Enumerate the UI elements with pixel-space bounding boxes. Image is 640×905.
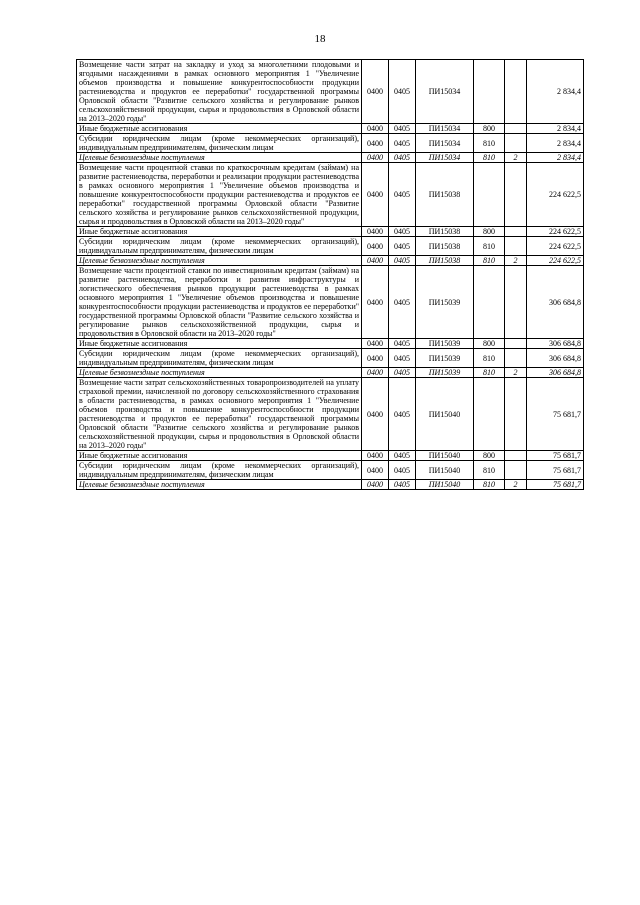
subsection-code: 0405 — [389, 60, 416, 124]
funding-source-code — [505, 451, 527, 461]
expense-type-code: 810 — [474, 349, 505, 368]
section-code: 0400 — [362, 266, 389, 339]
table-row — [77, 153, 584, 163]
expense-type-code — [474, 60, 505, 124]
section-code: 0400 — [362, 227, 389, 237]
funding-source-code — [505, 237, 527, 256]
row-description: Иные бюджетные ассигнования — [77, 339, 362, 349]
target-article-code: ПИ15038 — [416, 163, 474, 227]
amount: 224 622,5 — [527, 237, 584, 256]
row-description: Иные бюджетные ассигнования — [77, 227, 362, 237]
funding-source-code — [505, 124, 527, 134]
amount: 75 681,7 — [527, 451, 584, 461]
expense-type-code: 800 — [474, 339, 505, 349]
budget-table — [76, 59, 584, 490]
subsection-code: 0405 — [389, 153, 416, 163]
section-code: 0400 — [362, 124, 389, 134]
expense-type-code: 810 — [474, 153, 505, 163]
row-description: Субсидии юридическим лицам (кроме некоммерческих организаций), индивидуальным предпринимателям, физическим лицам — [77, 237, 362, 256]
section-code: 0400 — [362, 153, 389, 163]
target-article-code: ПИ15040 — [416, 378, 474, 451]
amount: 75 681,7 — [527, 461, 584, 480]
expense-type-code: 810 — [474, 368, 505, 378]
section-code: 0400 — [362, 256, 389, 266]
amount: 2 834,4 — [527, 134, 584, 153]
page-number: 18 — [314, 33, 326, 45]
funding-source-code — [505, 227, 527, 237]
expense-type-code: 810 — [474, 256, 505, 266]
table-row — [77, 124, 584, 134]
target-article-code: ПИ15039 — [416, 368, 474, 378]
table-row — [77, 480, 584, 490]
subsection-code: 0405 — [389, 227, 416, 237]
table-row — [77, 237, 584, 256]
target-article-code: ПИ15038 — [416, 256, 474, 266]
expense-type-code: 800 — [474, 124, 505, 134]
row-description: Возмещение части процентной ставки по инвестиционным кредитам (займам) на развитие растениеводства, переработки и развития инфраструктуры и логистического обеспечения рынков продукции растениеводства в рамках основного мероприятия 1 "Увеличение объемов производства и повышение конкурентоспособности продукции растениеводства и продуктов ее переработки" государственной программы Орловской области "Развитие сельского хозяйства и регулирование рынков сельскохозяйственной продукции, сырья и продовольствия в Орловской области на 2013–2020 годы" — [77, 266, 362, 339]
section-code: 0400 — [362, 349, 389, 368]
subsection-code: 0405 — [389, 480, 416, 490]
amount: 224 622,5 — [527, 163, 584, 227]
row-description: Целевые безвозмездные поступления — [77, 256, 362, 266]
subsection-code: 0405 — [389, 339, 416, 349]
row-description: Субсидии юридическим лицам (кроме некоммерческих организаций), индивидуальным предпринимателям, физическим лицам — [77, 461, 362, 480]
target-article-code: ПИ15040 — [416, 461, 474, 480]
funding-source-code — [505, 134, 527, 153]
row-description: Целевые безвозмездные поступления — [77, 480, 362, 490]
target-article-code: ПИ15034 — [416, 134, 474, 153]
table-row — [77, 349, 584, 368]
expense-type-code: 810 — [474, 480, 505, 490]
section-code: 0400 — [362, 451, 389, 461]
subsection-code: 0405 — [389, 237, 416, 256]
subsection-code: 0405 — [389, 368, 416, 378]
expense-type-code — [474, 163, 505, 227]
target-article-code: ПИ15038 — [416, 227, 474, 237]
target-article-code: ПИ15039 — [416, 266, 474, 339]
funding-source-code — [505, 461, 527, 480]
table-row — [77, 60, 584, 124]
amount: 2 834,4 — [527, 60, 584, 124]
section-code: 0400 — [362, 461, 389, 480]
row-description: Субсидии юридическим лицам (кроме некоммерческих организаций), индивидуальным предпринимателям, физическим лицам — [77, 134, 362, 153]
funding-source-code — [505, 60, 527, 124]
target-article-code: ПИ15040 — [416, 480, 474, 490]
table-row — [77, 378, 584, 451]
amount: 306 684,8 — [527, 368, 584, 378]
expense-type-code — [474, 378, 505, 451]
amount: 224 622,5 — [527, 256, 584, 266]
subsection-code: 0405 — [389, 461, 416, 480]
row-description: Иные бюджетные ассигнования — [77, 124, 362, 134]
target-article-code: ПИ15039 — [416, 339, 474, 349]
funding-source-code — [505, 339, 527, 349]
subsection-code: 0405 — [389, 124, 416, 134]
target-article-code: ПИ15034 — [416, 153, 474, 163]
target-article-code: ПИ15039 — [416, 349, 474, 368]
amount: 2 834,4 — [527, 124, 584, 134]
budget-table-body — [77, 60, 584, 490]
row-description: Субсидии юридическим лицам (кроме некоммерческих организаций), индивидуальным предпринимателям, физическим лицам — [77, 349, 362, 368]
table-row — [77, 461, 584, 480]
table-row — [77, 163, 584, 227]
row-description: Возмещение части затрат сельскохозяйственных товаропроизводителей на уплату страховой премии, начисленной по договору сельскохозяйственного страхования в области растениеводства, в рамках основного мероприятия 1 "Увеличение объемов производства и повышение конкурентоспособности продукции растениеводства и продуктов ее переработки" государственной программы Орловской области "Развитие сельского хозяйства и регулирование рынков сельскохозяйственной продукции, сырья и продовольствия в Орловской области на 2013–2020 годы" — [77, 378, 362, 451]
subsection-code: 0405 — [389, 134, 416, 153]
amount: 224 622,5 — [527, 227, 584, 237]
table-row — [77, 368, 584, 378]
table-row — [77, 451, 584, 461]
target-article-code: ПИ15038 — [416, 237, 474, 256]
funding-source-code — [505, 266, 527, 339]
table-row — [77, 256, 584, 266]
section-code: 0400 — [362, 378, 389, 451]
row-description: Иные бюджетные ассигнования — [77, 451, 362, 461]
subsection-code: 0405 — [389, 266, 416, 339]
funding-source-code: 2 — [505, 153, 527, 163]
funding-source-code — [505, 163, 527, 227]
table-row — [77, 227, 584, 237]
row-description: Возмещение части процентной ставки по краткосрочным кредитам (займам) на развитие растениеводства, переработки и реализации продукции растениеводства в рамках основного мероприятия 1 "Увеличение объемов производства и повышение конкурентоспособности продукции растениеводства и продуктов ее переработки" государственной программы Орловской области "Развитие сельского хозяйства и регулирование рынков сельскохозяйственной продукции, сырья и продовольствия в Орловской области на 2013–2020 годы" — [77, 163, 362, 227]
row-description: Возмещение части затрат на закладку и уход за многолетними плодовыми и ягодными насаждениями в рамках основного мероприятия 1 "Увеличение объемов производства и повышение конкурентоспособности продукции растениеводства и продуктов ее переработки" государственной программы Орловской области "Развитие сельского хозяйства и регулирование рынков сельскохозяйственной продукции, сырья и продовольствия в Орловской области на 2013–2020 годы" — [77, 60, 362, 124]
funding-source-code: 2 — [505, 480, 527, 490]
subsection-code: 0405 — [389, 256, 416, 266]
table-row — [77, 339, 584, 349]
subsection-code: 0405 — [389, 163, 416, 227]
amount: 306 684,8 — [527, 339, 584, 349]
row-description: Целевые безвозмездные поступления — [77, 368, 362, 378]
amount: 75 681,7 — [527, 480, 584, 490]
target-article-code: ПИ15040 — [416, 451, 474, 461]
funding-source-code — [505, 378, 527, 451]
expense-type-code: 810 — [474, 237, 505, 256]
funding-source-code: 2 — [505, 368, 527, 378]
expense-type-code — [474, 266, 505, 339]
subsection-code: 0405 — [389, 451, 416, 461]
section-code: 0400 — [362, 163, 389, 227]
table-row — [77, 266, 584, 339]
table-row — [77, 134, 584, 153]
amount: 306 684,8 — [527, 266, 584, 339]
expense-type-code: 810 — [474, 134, 505, 153]
expense-type-code: 810 — [474, 461, 505, 480]
funding-source-code — [505, 349, 527, 368]
amount: 2 834,4 — [527, 153, 584, 163]
expense-type-code: 800 — [474, 227, 505, 237]
section-code: 0400 — [362, 480, 389, 490]
target-article-code: ПИ15034 — [416, 124, 474, 134]
section-code: 0400 — [362, 237, 389, 256]
row-description: Целевые безвозмездные поступления — [77, 153, 362, 163]
subsection-code: 0405 — [389, 378, 416, 451]
amount: 75 681,7 — [527, 378, 584, 451]
section-code: 0400 — [362, 134, 389, 153]
section-code: 0400 — [362, 368, 389, 378]
expense-type-code: 800 — [474, 451, 505, 461]
funding-source-code: 2 — [505, 256, 527, 266]
amount: 306 684,8 — [527, 349, 584, 368]
section-code: 0400 — [362, 339, 389, 349]
target-article-code: ПИ15034 — [416, 60, 474, 124]
subsection-code: 0405 — [389, 349, 416, 368]
section-code: 0400 — [362, 60, 389, 124]
